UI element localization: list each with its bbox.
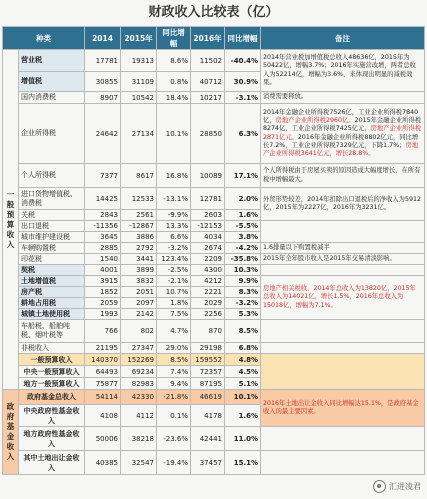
value-2014: 8907 [85, 92, 121, 104]
value-2015: 2097 [121, 298, 157, 309]
growth-2016: 2.0% [225, 188, 261, 210]
value-2014: 7377 [85, 164, 121, 188]
growth-2016: 8.5% [225, 320, 261, 343]
value-2014: 1852 [85, 287, 121, 298]
category-general-budget: 一般预算收入 [3, 50, 19, 390]
growth-2015: 0.8% [157, 72, 191, 92]
row-name: 中央一般预算收入 [19, 366, 85, 378]
growth-2016: 6.3% [225, 104, 261, 164]
growth-2016: 15.1% [225, 451, 261, 475]
value-2016: 29198 [191, 343, 225, 354]
row-note [261, 354, 425, 390]
value-2014: 24642 [85, 104, 121, 164]
growth-2015: 4.7% [157, 320, 191, 343]
header-type: 种类 [3, 27, 85, 50]
row-name: 契税 [19, 265, 85, 276]
row-name: 印花税 [19, 254, 85, 265]
growth-2016: 8.3% [225, 287, 261, 298]
value-2016: 4178 [191, 405, 225, 427]
row-name: 房产税 [19, 287, 85, 298]
value-2016: -12153 [191, 221, 225, 232]
growth-2015: -21.8% [157, 390, 191, 405]
row-note [261, 427, 425, 451]
row-name: 关税 [19, 210, 85, 221]
table-row [3, 343, 425, 354]
value-2016: 159552 [191, 354, 225, 366]
value-2015: -12867 [121, 221, 157, 232]
growth-2016: 5.1% [225, 378, 261, 390]
value-2016: 2209 [191, 254, 225, 265]
row-note: 房地产相关税收，2014年总收入为13820亿，2015年总收入为14021亿，增长1.5%，2016年总收入为15018亿，增幅为7.1%。 [261, 276, 425, 320]
value-2016: 2603 [191, 210, 225, 221]
value-2016: 4212 [191, 276, 225, 287]
value-2014: 40385 [85, 451, 121, 475]
value-2014: 766 [85, 320, 121, 343]
growth-2015: 18.4% [157, 92, 191, 104]
value-2015: 12533 [121, 188, 157, 210]
value-2016: 2256 [191, 309, 225, 320]
growth-2015: 16.8% [157, 164, 191, 188]
value-2015: 82983 [121, 378, 157, 390]
row-name: 城市维护建设税 [19, 232, 85, 243]
value-2015: 802 [121, 320, 157, 343]
value-2015: 38218 [121, 427, 157, 451]
header-2014: 2014 [85, 27, 121, 50]
row-note [261, 104, 425, 164]
growth-2015: 10.7% [157, 287, 191, 298]
growth-2016: 4.8% [225, 354, 261, 366]
row-name: 营业税 [19, 50, 85, 72]
row-note [261, 265, 425, 276]
growth-2016: 4.5% [225, 366, 261, 378]
row-note: 2015年全年股市收入是2015年交易清淡影响。 [261, 254, 425, 265]
value-2016: 46619 [191, 390, 225, 405]
row-name: 进口货物增值税、消费税 [19, 188, 85, 210]
growth-2015: 9.4% [157, 378, 191, 390]
growth-2015: 1.8% [157, 298, 191, 309]
growth-2016: 10.1% [225, 390, 261, 405]
row-note: 1.6排量以下购置税减半 [261, 243, 425, 254]
header-growth-2015: 同比增幅 [157, 27, 191, 50]
value-2016: 42441 [191, 427, 225, 451]
growth-2015: 10.1% [157, 104, 191, 164]
row-name: 政府基金总收入 [19, 390, 85, 405]
value-2015: 27134 [121, 104, 157, 164]
row-note [261, 320, 425, 343]
growth-2015: 6.6% [157, 232, 191, 243]
value-2015: 8617 [121, 164, 157, 188]
value-2014: 2843 [85, 210, 121, 221]
growth-2016: -3.2% [225, 298, 261, 309]
value-2015: 3441 [121, 254, 157, 265]
growth-2016: 5.3% [225, 309, 261, 320]
watermark-text: 汇进凌君 [389, 482, 421, 491]
header-growth-2016: 同比增幅 [225, 27, 261, 50]
growth-2015: -2.5% [157, 265, 191, 276]
value-2014: -11356 [85, 221, 121, 232]
value-2015: 3899 [121, 265, 157, 276]
value-2015: 19313 [121, 50, 157, 72]
row-name: 土地增值税 [19, 276, 85, 287]
table-row [3, 254, 425, 265]
row-name: 企业所得税 [19, 104, 85, 164]
value-2016: 2029 [191, 298, 225, 309]
row-gov-fund-total [3, 390, 425, 405]
growth-2016: -5.5% [225, 221, 261, 232]
value-2016: 870 [191, 320, 225, 343]
row-name: 国内消费税 [19, 92, 85, 104]
value-2014: 14425 [85, 188, 121, 210]
value-2016: 28850 [191, 104, 225, 164]
table-row [3, 164, 425, 188]
growth-2015: 7.5% [157, 309, 191, 320]
value-2016: 4034 [191, 232, 225, 243]
value-2015: 69234 [121, 366, 157, 378]
table-row [3, 92, 425, 104]
value-2015: 10542 [121, 92, 157, 104]
value-2014: 3645 [85, 232, 121, 243]
growth-2015: -23.6% [157, 427, 191, 451]
value-2014: 17781 [85, 50, 121, 72]
note-segment: 2015年金融企业所得税8274亿，工业企业所得税7425亿元， [263, 117, 421, 133]
value-2014: 1993 [85, 309, 121, 320]
value-2016: 2221 [191, 287, 225, 298]
growth-2015: -9.9% [157, 210, 191, 221]
growth-2015: -19.4% [157, 451, 191, 475]
row-note: 2016年土地出让金收入同比增幅达15.1%，是政府基金收入的最主要因素。 [261, 390, 425, 427]
note-segment: 房地产企业所得税2960亿。 [275, 117, 355, 125]
header-2015: 2015年 [121, 27, 157, 50]
growth-2016: -40.4% [225, 50, 261, 72]
value-2014: 4108 [85, 405, 121, 427]
note-segment: 房地产企业所得税3641亿元，增长28.8%。 [263, 141, 419, 157]
growth-2016: 1.6% [225, 210, 261, 221]
value-2015: 3832 [121, 276, 157, 287]
row-name: 增值税 [19, 72, 85, 92]
value-2016: 2674 [191, 243, 225, 254]
row-name: 其中土地出让金收入 [19, 451, 85, 475]
value-2015: 2142 [121, 309, 157, 320]
table-row [3, 320, 425, 343]
value-2014: 4001 [85, 265, 121, 276]
value-2015: 42330 [121, 390, 157, 405]
growth-2016: 17.1% [225, 164, 261, 188]
row-name: 地方政府性基金收入 [19, 427, 85, 451]
growth-2015: 13.3% [157, 221, 191, 232]
value-2014: 21195 [85, 343, 121, 354]
value-2014: 64493 [85, 366, 121, 378]
row-note: 个人所得税由于房屋买卖的原因造成大幅度增长，在所有税中增幅最大。 [261, 164, 425, 188]
category-gov-fund: 政府基金收入 [3, 390, 19, 475]
table-row [3, 427, 425, 451]
row-name: 车船税、船舶吨税、烟叶税等 [19, 320, 85, 343]
row-note: 2014年营业税加增值税总收入48636亿，2015年为50422亿，增幅3.7%；2016年实施营改增，两者总收入为52214亿，增幅为3.6%，来体现出明显的减税效果。 [261, 50, 425, 92]
growth-2016: 11.0% [225, 427, 261, 451]
note-segment: 房地产企业所得税2871亿元。 [263, 125, 421, 141]
value-2014: 3915 [85, 276, 121, 287]
note-segment: 2014年金融企业所得税7526亿，工业企业所得税7840亿， [263, 108, 419, 125]
row-name: 城镇土地使用税 [19, 309, 85, 320]
value-2014: 30855 [85, 72, 121, 92]
value-2015: 2051 [121, 287, 157, 298]
row-name: 一般预算收入 [19, 354, 85, 366]
value-2016: 37457 [191, 451, 225, 475]
value-2016: 10217 [191, 92, 225, 104]
value-2014: 2885 [85, 243, 121, 254]
header-notes: 备注 [261, 27, 425, 50]
row-note [261, 221, 425, 243]
value-2015: 2561 [121, 210, 157, 221]
value-2015: 2792 [121, 243, 157, 254]
row-note: 外贸形势较差，2014年扣除出口退税后的净收入为5912亿，2015年为2227亿，2016年为3231亿。 [261, 188, 425, 221]
row-name: 个人所得税 [19, 164, 85, 188]
growth-2015: -3.2% [157, 243, 191, 254]
wechat-icon [373, 480, 386, 493]
table-title: 财政收入比较表（亿） [148, 5, 279, 20]
table-row [3, 265, 425, 276]
watermark [373, 480, 421, 493]
value-2015: 27347 [121, 343, 157, 354]
growth-2015: 123.4% [157, 254, 191, 265]
growth-2016: 3.8% [225, 232, 261, 243]
table-row [3, 221, 425, 232]
growth-2016: -4.2% [225, 243, 261, 254]
growth-2015: 0.1% [157, 405, 191, 427]
value-2015: 4112 [121, 405, 157, 427]
row-note [261, 343, 425, 354]
growth-2016: -35.8% [225, 254, 261, 265]
table-row [3, 104, 425, 164]
row-general-budget-total [3, 354, 425, 366]
value-2014: 140370 [85, 354, 121, 366]
growth-2016: 30.9% [225, 72, 261, 92]
growth-2015: 29.0% [157, 343, 191, 354]
growth-2016: -3.1% [225, 92, 261, 104]
value-2016: 10089 [191, 164, 225, 188]
value-2016: 11502 [191, 50, 225, 72]
growth-2015: -13.1% [157, 188, 191, 210]
table-row [3, 276, 425, 287]
value-2015: 152269 [121, 354, 157, 366]
value-2016: 72357 [191, 366, 225, 378]
row-name: 耕地占用税 [19, 298, 85, 309]
growth-2015: 8.5% [157, 354, 191, 366]
row-note: 消费需要释放。 [261, 92, 425, 104]
growth-2015: 7.4% [157, 366, 191, 378]
header-row [3, 27, 425, 50]
table-row [3, 243, 425, 254]
value-2015: 3886 [121, 232, 157, 243]
row-note [261, 451, 425, 475]
row-name: 出口退税 [19, 221, 85, 232]
row-name: 非税收入 [19, 343, 85, 354]
header-2016: 2016年 [191, 27, 225, 50]
value-2015: 32547 [121, 451, 157, 475]
growth-2016: 9.9% [225, 276, 261, 287]
value-2016: 40712 [191, 72, 225, 92]
table-row [3, 188, 425, 210]
value-2014: 2059 [85, 298, 121, 309]
growth-2016: 6.8% [225, 343, 261, 354]
value-2014: 75877 [85, 378, 121, 390]
growth-2015: -2.1% [157, 276, 191, 287]
value-2016: 4300 [191, 265, 225, 276]
table-row [3, 451, 425, 475]
row-name: 车辆购置税 [19, 243, 85, 254]
value-2014: 54114 [85, 390, 121, 405]
note-segment: 2016年金融企业所得税8802亿元，同比增长7.2%，工业企业所得税7329亿元，下降1.7%； [263, 133, 419, 149]
row-name: 中央政府性基金收入 [19, 405, 85, 427]
fiscal-revenue-table [2, 26, 425, 475]
growth-2016: 1.6% [225, 405, 261, 427]
growth-2015: 8.6% [157, 50, 191, 72]
value-2016: 87195 [191, 378, 225, 390]
growth-2016: 10.3% [225, 265, 261, 276]
table-row [3, 50, 425, 72]
value-2016: 12781 [191, 188, 225, 210]
row-name: 地方一般预算收入 [19, 378, 85, 390]
value-2014: 50006 [85, 427, 121, 451]
value-2015: 31109 [121, 72, 157, 92]
value-2014: 1540 [85, 254, 121, 265]
